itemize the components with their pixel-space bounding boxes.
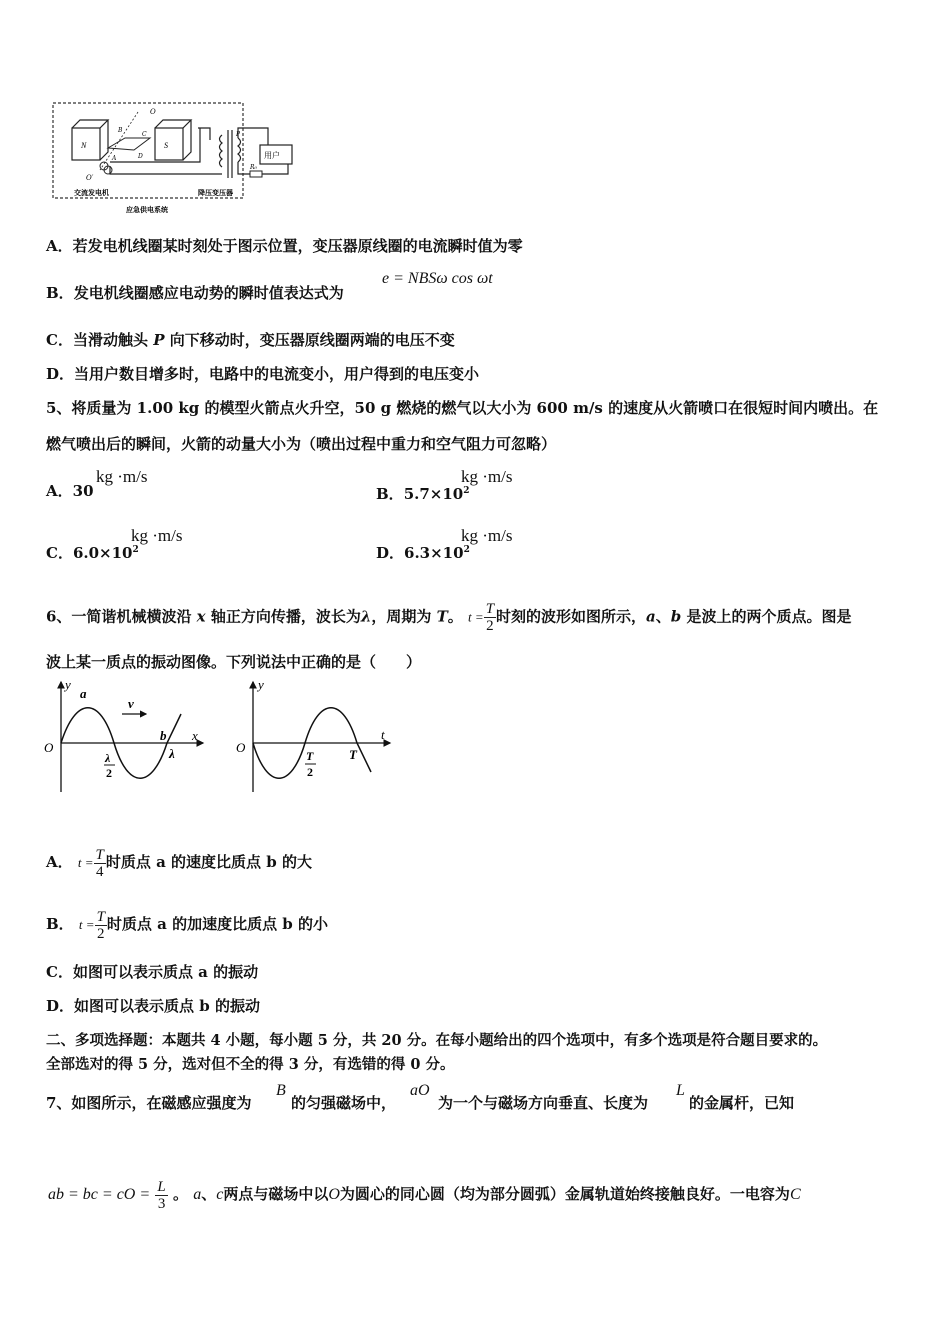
q6-option-c [46,962,258,982]
frac-den: 3 [157,1195,166,1212]
option-letter: B． [376,485,404,503]
frac-den: 2 [96,925,105,942]
section2-heading-line1: 二、多项选择题：本题共 4 小题，每小题 5 分，共 20 分。在每小题给出的四个选项中，有多个选项是符合题目要求的。 [46,1032,828,1049]
frac-t-quarter [94,847,106,880]
option-text: 当用户数目增多时，电路中的电流变小，用户得到的电压变小 [74,365,480,383]
q7-text: 。 [172,1185,188,1203]
var-x: x [196,607,206,626]
option-value: 5.7×10 [403,485,464,503]
frac-num: T [95,846,104,863]
q5-option-a [46,481,94,501]
label-a: A [112,155,117,162]
label-d: D [138,153,143,160]
wave-half-lambda-den: 2 [106,766,112,780]
frac-num: T [485,601,495,617]
frac-den: 2 [486,618,494,634]
transformer-secondary [238,138,241,162]
q5-unit-d: kg ·m/s [461,526,513,545]
vibration-t-label: t [381,727,385,742]
q4-option-d [46,364,479,384]
q6-option-b [46,904,328,945]
q7-text-2: 的匀强磁场中， [291,1094,397,1112]
t-label: t = [77,855,94,870]
q7-var-b: B [276,1082,286,1099]
q5-unit-a: kg ·m/s [96,467,148,486]
q6-text: 轴正方向传播，波长为 [205,607,361,626]
q5-unit-c: kg ·m/s [131,526,183,545]
label-r0: R₀ [250,164,257,171]
system-caption: 应急供电系统 [126,206,168,214]
q7-var-ao: aO [410,1082,430,1099]
vibration-half-t-den: 2 [307,765,313,779]
label-p: P [236,131,241,138]
circuit-figure [50,100,310,220]
wave-half-lambda-num: λ [105,751,111,765]
transformer-primary [220,135,223,167]
frac-t-half [484,601,496,634]
q7-text-3: 为一个与磁场方向垂直、长度为 [438,1094,649,1112]
q6-text: 6、一简谐机械横波沿 [46,607,197,626]
q6-stem-line2: 波上某一质点的振动图像。下列说法中正确的是（ ） [46,653,422,671]
option-text: 如图可以表示质点 a 的振动 [72,963,259,981]
option-letter: C． [46,331,73,349]
option-letter: C． [46,544,73,562]
option-letter: D． [376,544,405,562]
frac-num: L [157,1178,166,1195]
wave-velocity-label: v [128,696,134,711]
q5-unit-b: kg ·m/s [461,467,513,486]
label-o: O [150,108,156,116]
q7-stem-line1 [46,1093,251,1113]
var-p: P [153,331,165,349]
option-letter: A． [46,853,73,871]
q7-text: 、 [201,1185,217,1203]
var-b: b [670,607,682,626]
q6-option-d [46,996,260,1016]
frac-num: T [96,908,105,925]
q7-equation: ab = bc = cO = [48,1186,151,1203]
q6-text: 、 [655,607,671,626]
var-t: T [436,607,448,626]
q7-var-o: O [328,1186,340,1203]
wave-point-b: b [160,728,167,743]
t-label: t = [468,609,484,625]
label-oprime: O′ [86,174,94,182]
option-letter: A． [46,482,73,500]
option-letter: B． [46,915,74,933]
q6-option-a [46,842,312,883]
q7-var-c: c [216,1186,224,1203]
vibration-graph [233,676,393,796]
q5-option-b [376,481,470,504]
resistor-r0 [250,171,262,177]
q6-text: 时刻的波形如图所示， [496,607,647,626]
q7-var-l: L [676,1082,685,1099]
magnet-n-label: N [81,141,87,150]
q4-option-c [46,330,455,350]
wave-lambda-label: λ [169,746,175,761]
q7-text: 为圆心的同心圆（均为部分圆弧）金属轨道始终接触良好。一电容为 [339,1185,790,1203]
q6-text: 是波上的两个质点。图是 [681,607,852,626]
user-box-label: 用户 [264,151,280,160]
q4-option-a [46,236,523,256]
label-c: C [142,131,147,138]
vibration-origin-label: O [236,740,246,755]
frac-l-third [155,1179,167,1212]
vibration-y-label: y [258,677,264,692]
q5-stem-line2: 燃气喷出后的瞬间，火箭的动量大小为（喷出过程中重力和空气阻力可忽略） [46,435,557,453]
option-letter: D． [46,365,75,383]
var-a: a [646,607,656,626]
frac-t-half [95,909,107,942]
wave-origin-label: O [44,740,54,755]
q7-var-a: a [193,1186,202,1203]
option-text-pre: 当滑动触头 [72,331,154,349]
wave-x-label: x [192,728,198,743]
q6-text: ，周期为 [371,607,437,626]
option-value: 30 [72,482,94,500]
wave-y-label: y [65,677,71,692]
q7-var-cap: C [789,1186,801,1203]
gen-caption: 交流发电机 [74,189,109,197]
option-exponent: 2 [132,545,139,555]
q6-text: 。 [447,607,463,626]
q5-option-c [46,540,139,563]
transformer-caption: 降压变压器 [198,189,233,197]
magnet-s [155,128,183,160]
option-text: 若发电机线圈某时刻处于图示位置，变压器原线圈的电流瞬时值为零 [72,237,523,255]
option-value: 6.0×10 [72,544,133,562]
q5-stem-line1: 5、将质量为 1.00 kg 的模型火箭点火升空，50 g 燃烧的燃气以大小为 600 m/s 的速度从火箭喷口在很短时间内喷出。在 [46,399,879,417]
option-text: 时质点 a 的速度比质点 b 的大 [105,853,312,871]
option-exponent: 2 [463,545,470,555]
label-b: B [118,127,123,134]
option-letter: B． [46,284,74,302]
frac-den: 4 [95,863,104,880]
wave-graph [40,676,215,796]
vibration-period-label: T [349,747,357,762]
var-lambda: λ [360,607,372,626]
t-label: t = [78,917,95,932]
option-text: 如图可以表示质点 b 的振动 [74,997,260,1015]
q4-option-b [46,283,344,303]
option-text: 时质点 a 的加速度比质点 b 的小 [106,915,329,933]
option-text-post: 向下移动时，变压器原线圈两端的电压不变 [164,331,455,349]
section2-heading-line2: 全部选对的得 5 分，选对但不全的得 3 分，有选错的得 0 分。 [46,1056,455,1073]
q7-text: 7、如图所示，在磁感应强度为 [46,1094,252,1112]
q7-text-4: 的金属杆，已知 [689,1094,795,1112]
q7-stem-line2 [48,1176,801,1213]
option-value: 6.3×10 [404,544,464,562]
option-letter: A． [46,237,73,255]
option-letter: D． [46,997,75,1015]
coil [108,138,150,150]
vibration-half-t-num: T [306,749,314,763]
option-letter: C． [46,963,73,981]
option-exponent: 2 [463,486,470,496]
wave-point-a: a [80,686,87,701]
formula-emf: e = NBSω cos ωt [382,270,493,287]
q5-option-d [376,540,470,563]
option-text: 发电机线圈感应电动势的瞬时值表达式为 [73,284,344,302]
magnet-s-label: S [164,141,168,150]
q6-stem-line1 [46,601,852,634]
q7-text: 两点与磁场中以 [223,1185,329,1203]
